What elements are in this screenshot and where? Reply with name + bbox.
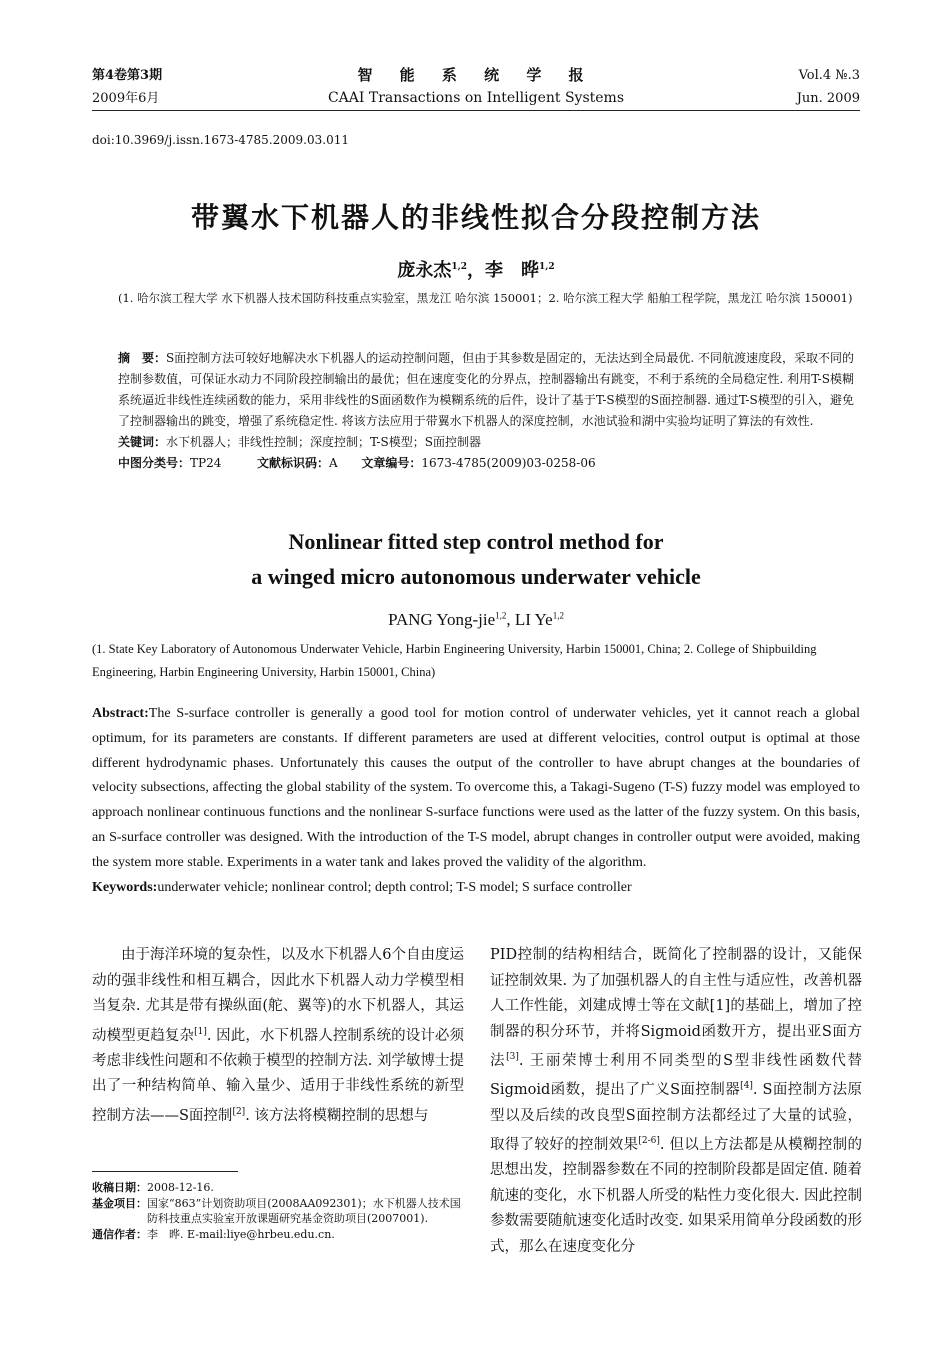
abstract-en-block <box>92 702 860 900</box>
journal-issue-en <box>797 64 860 110</box>
keywords-en <box>92 876 860 901</box>
author-en-2-sup: 1,2 <box>552 610 564 621</box>
footnote-divider <box>92 1171 238 1172</box>
header-divider <box>92 110 860 111</box>
authors-cn <box>92 256 860 282</box>
body-right-text-d: . 但以上方法都是从模糊控制的思想出发，控制器参数在不同的控制阶段都是固定值. 随着航速的变化，水下机器人所受的粘性力变化很大. 因此控制参数需要随航速变化适时改变. 如果采用简单分段函数的形式，那么在速度变化分 <box>490 1136 863 1255</box>
citation-4[interactable]: [4] <box>740 1081 753 1092</box>
volume-en: Vol.4 №.3 <box>798 68 860 83</box>
affiliations-en: (1. State Key Laboratory of Autonomous Underwater Vehicle, Harbin Engineering University, Harbin 150001, China; 2. College of Shipbuilding Engineering, Harbin Engineering University, Harbin 150001, China) <box>92 642 817 679</box>
journal-name-cn: 智 能 系 统 学 报 <box>357 66 595 84</box>
authors-en <box>92 610 860 630</box>
corr-label: 通信作者： <box>92 1227 147 1241</box>
author-cn-2: ，李 晔 <box>467 260 539 281</box>
doccode-label: 文献标识码： <box>257 456 330 470</box>
class-label: 中图分类号： <box>118 456 191 470</box>
title-en-line1: Nonlinear fitted step control method for <box>288 529 664 554</box>
affiliations-cn: (1. 哈尔滨工程大学 水下机器人技术国防科技重点实验室，黑龙江 哈尔滨 150001；2. 哈尔滨工程大学 船舶工程学院，黑龙江 哈尔滨 150001) <box>118 291 853 305</box>
keywords-cn-text: 水下机器人；非线性控制；深度控制；T-S模型；S面控制器 <box>166 435 481 449</box>
body-column-left <box>92 943 464 1129</box>
body-left-text-a: 由于海洋环境的复杂性，以及水下机器人6个自由度运动的强非线性和相互耦合，因此水下机器人动力学模型相当复杂. 尤其是带有操纵面(舵、翼等)的水下机器人，其运动模型更趋复杂 <box>92 947 464 1044</box>
fund-label: 基金项目： <box>92 1196 147 1210</box>
author-cn-1: 庞永杰 <box>397 260 452 281</box>
keywords-cn-label: 关键词： <box>118 435 167 449</box>
body-column-right <box>490 943 862 1260</box>
corr-value[interactable]: 李 晔. E-mail:liye@hrbeu.edu.cn. <box>147 1227 335 1241</box>
abstract-en-text: The S-surface controller is generally a good tool for motion control of underwater vehicles, yet it cannot reach a global optimum, for its parameters are constants. If different parameters are used at different velocities, control output is optimal at those different hydrodynamic phases. Unfortunately this causes the output of the controller to have abrupt changes at the boundaries of velocity subsections, affecting the global stability of the system. To overcome this, a Takagi-Sugeno (T-S) fuzzy model was employed to approach nonlinear continuous functions and the nonlinear S-surface functions were used as the latter of the fuzzy system. On this basis, an S-surface controller was designed. With the introduction of the T-S model, abrupt changes in controller output were avoided, making the system more stable. Experiments in a water tank and lakes proved the validity of the algorithm. <box>92 706 860 870</box>
footnote-fund <box>92 1196 464 1227</box>
title-en-line2: a winged micro autonomous underwater vehicle <box>251 564 701 589</box>
received-label: 收稿日期： <box>92 1181 147 1194</box>
footnote-correspondence <box>92 1227 464 1243</box>
author-en-2: , LI Ye <box>506 610 553 629</box>
citation-2[interactable]: [2] <box>232 1106 246 1117</box>
author-cn-2-sup: 1,2 <box>539 262 555 272</box>
abstract-en <box>92 702 860 876</box>
abstract-cn-block <box>118 348 854 474</box>
doi[interactable]: doi:10.3969/j.issn.1673-4785.2009.03.011 <box>92 133 349 147</box>
footnote-received <box>92 1180 464 1196</box>
citation-3[interactable]: [3] <box>506 1052 519 1062</box>
article-value: 1673-4785(2009)03-0258-06 <box>421 456 596 470</box>
body-right-text-c: . S面控制方法原型以及后续的改良型S面控制方法都经过了大量的试验，取得了较好的控制效果 <box>490 1082 862 1153</box>
classification-line <box>118 453 854 474</box>
journal-name-en: CAAI Transactions on Intelligent Systems <box>327 90 625 106</box>
paper-title-en <box>92 524 860 594</box>
body-left-text-c: . 该方法将模糊控制的思想与 <box>245 1107 429 1124</box>
citation-2-6[interactable]: [2-6] <box>638 1136 660 1147</box>
citation-1[interactable]: [1] <box>194 1026 207 1037</box>
journal-name <box>260 64 692 110</box>
fund-value: 国家“863”计划资助项目(2008AA092301)；水下机器人技术国防科技重点实验室开放课题研究基金资助项目(2007001). <box>147 1196 461 1225</box>
body-right-text-a: PID控制的结构相结合，既简化了控制器的设计，又能保证控制效果. 为了加强机器人的自主性与适应性，改善机器人工作性能，刘建成博士等在文献[1]的基础上，增加了控制器的积分环节，并将Sigmoid函数开方，提出亚S面方法 <box>490 947 862 1069</box>
journal-issue-cn <box>92 64 162 110</box>
footnotes <box>92 1180 464 1242</box>
abstract-en-label: Abstract: <box>92 706 149 721</box>
body-left-text-b: . 因此，水下机器人控制系统的设计必须考虑非线性问题和不依赖于模型的控制方法. 刘学敏博士提出了一种结构简单、输入量少、适用于非线性系统的新型控制方法——S面控制 <box>92 1027 464 1124</box>
article-label: 文章编号： <box>361 456 422 470</box>
keywords-cn <box>118 432 854 453</box>
body-right-text-b: . 王丽荣博士利用不同类型的S型非线性函数代替Sigmoid函数，提出了广义S面控制器 <box>490 1052 863 1099</box>
paper-title-cn: 带翼水下机器人的非线性拟合分段控制方法 <box>190 201 761 234</box>
doccode-value: A <box>329 456 338 470</box>
date-cn: 2009年6月 <box>92 91 160 106</box>
abstract-cn-text: S面控制方法可较好地解决水下机器人的运动控制问题，但由于其参数是固定的，无法达到全局最优. 不同航渡速度段，采取不同的控制参数值，可保证水动力不同阶段控制输出的最优；但在速度变化的分界点，控制器输出有跳变，不利于系统的全局稳定性. 利用T-S模糊系统逼近非线性连续函数的能力，采用非线性的S面函数作为模糊系统的后件，设计了基于T-S模型的S面控制器. 通过T-S模型的引入，避免了控制器输出的跳变，增强了系统稳定性. 将该方法应用于带翼水下机器人的深度控制，水池试验和湖中实验均证明了算法的有效性. <box>118 351 854 428</box>
keywords-en-text: underwater vehicle; nonlinear control; depth control; T-S model; S surface controller <box>157 879 632 895</box>
class-value: TP24 <box>190 456 222 470</box>
author-en-1-sup: 1,2 <box>495 610 507 621</box>
author-cn-1-sup: 1,2 <box>451 262 467 272</box>
date-en: Jun. 2009 <box>796 91 860 106</box>
abstract-cn-label: 摘 要： <box>118 351 167 365</box>
received-value: 2008-12-16. <box>147 1181 214 1194</box>
abstract-cn <box>118 348 854 432</box>
keywords-en-label: Keywords: <box>92 879 158 895</box>
author-en-1: PANG Yong-jie <box>388 610 496 629</box>
volume-cn: 第4卷第3期 <box>92 68 163 83</box>
